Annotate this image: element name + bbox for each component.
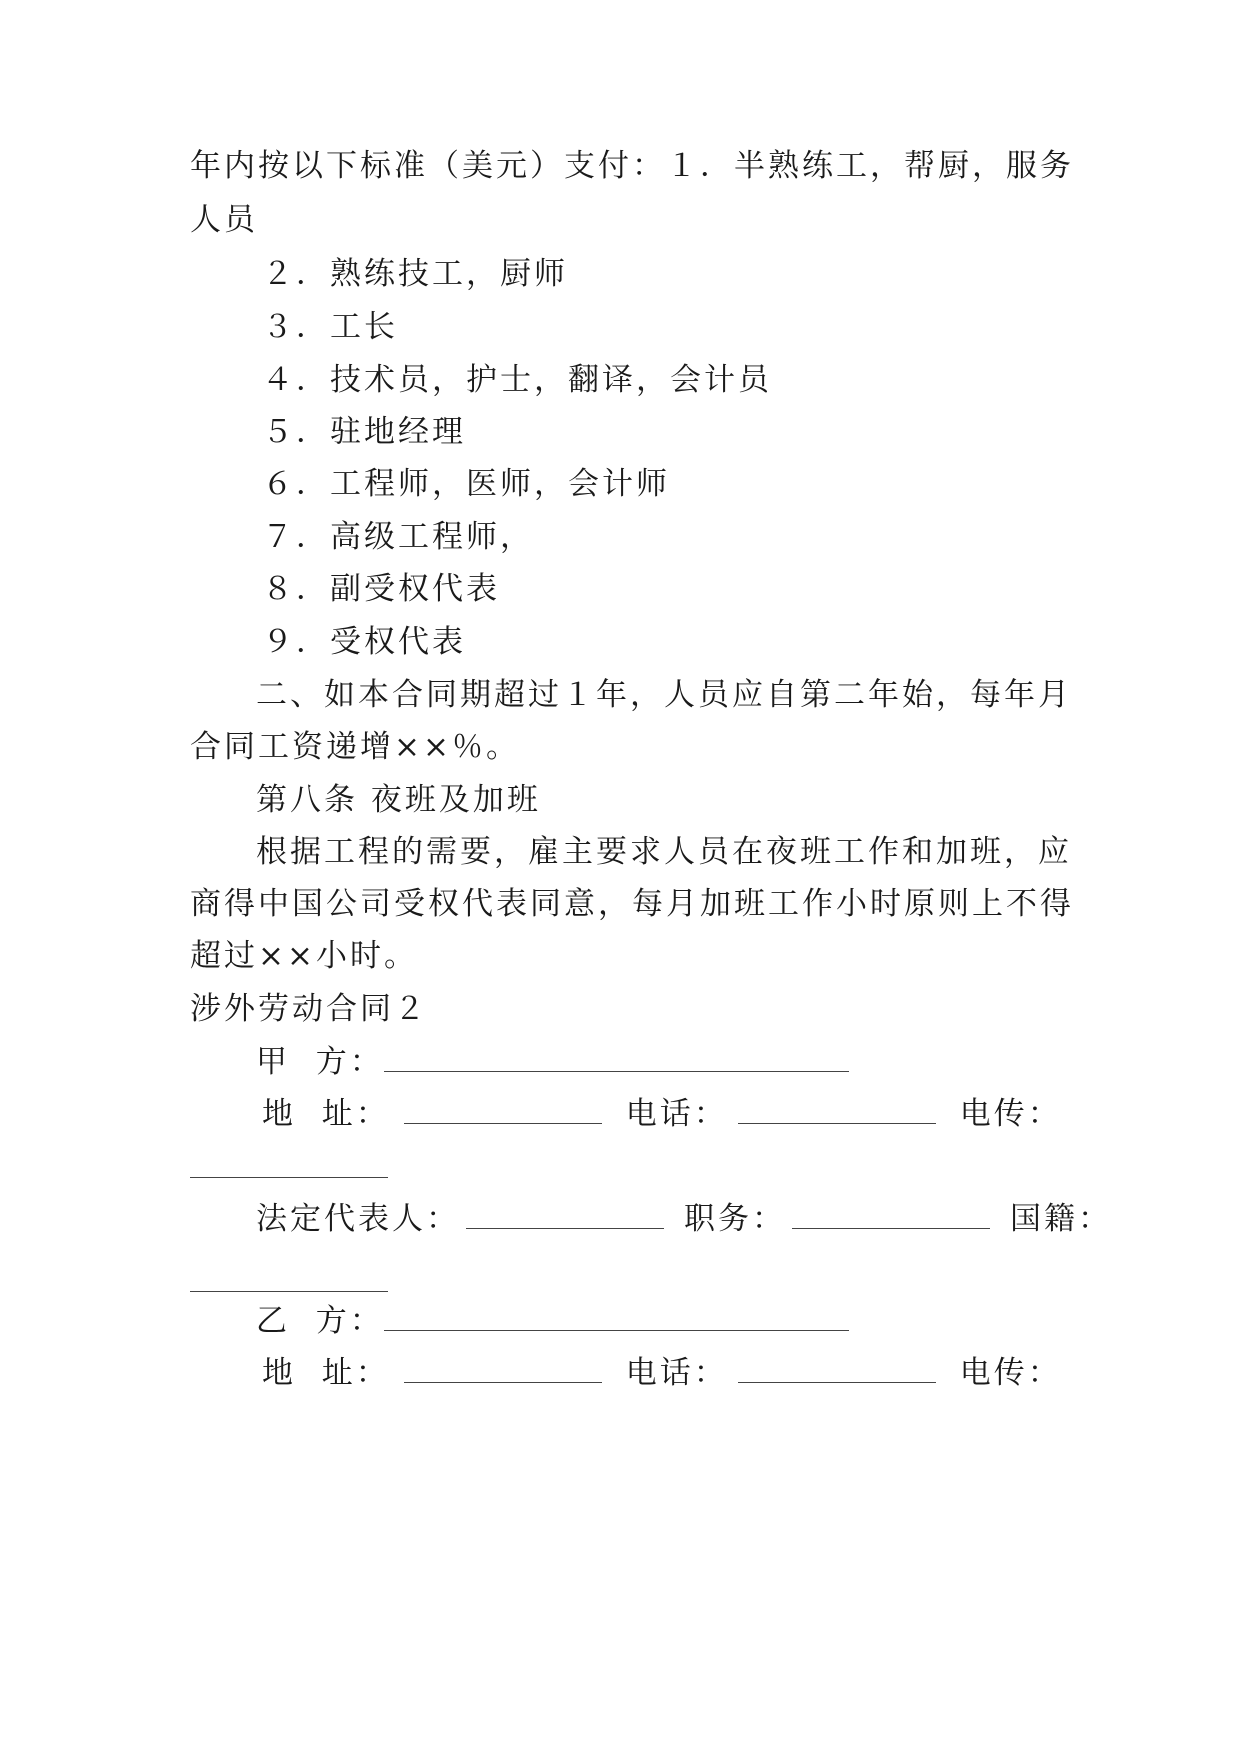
article-8-line-2: 商得中国公司受权代表同意，每月加班工作小时原则上不得 (190, 886, 1074, 922)
legal-rep-label: 法定代表人： (256, 1201, 460, 1237)
clause-2-line-1: 二、如本合同期超过１年，人员应自第二年始，每年月 (256, 677, 1072, 713)
wage-intro-line-2: 人员 (190, 202, 258, 238)
position-blank[interactable] (792, 1200, 990, 1229)
legal-rep-blank[interactable] (466, 1200, 664, 1229)
fax-blank-row (190, 1148, 388, 1188)
article-8-line-1: 根据工程的需要，雇主要求人员在夜班工作和加班，应 (256, 834, 1072, 870)
phone-blank[interactable] (738, 1095, 936, 1124)
party-b-address-row (262, 1353, 1062, 1393)
party-a-blank[interactable] (384, 1043, 849, 1072)
wage-item: ５．驻地经理 (262, 414, 466, 450)
wage-item: ８．副受权代表 (262, 571, 500, 607)
legal-rep-row (256, 1199, 1112, 1239)
phone-blank[interactable] (738, 1354, 936, 1383)
address-blank[interactable] (404, 1095, 602, 1124)
fax-label: 电传： (959, 1355, 1062, 1391)
position-label: 职务： (684, 1201, 786, 1237)
fax-blank[interactable] (190, 1149, 388, 1178)
nationality-blank[interactable] (190, 1263, 388, 1292)
wage-item: ４．技术员，护士，翻译，会计员 (262, 362, 772, 398)
nationality-blank-row (190, 1262, 388, 1302)
party-b-blank[interactable] (384, 1302, 849, 1331)
article-8-title: 第八条 夜班及加班 (256, 782, 541, 818)
nationality-label: 国籍： (1010, 1201, 1112, 1237)
party-a-address-row (262, 1094, 1062, 1134)
wage-item: ９．受权代表 (262, 624, 466, 660)
clause-2-line-2: 合同工资递增××％。 (190, 729, 520, 765)
contract-2-title: 涉外劳动合同２ (190, 991, 428, 1027)
article-8-line-3: 超过××小时。 (190, 938, 418, 974)
party-a-label: 甲 方： (256, 1044, 384, 1080)
address-blank[interactable] (404, 1354, 602, 1383)
wage-item: ３．工长 (262, 309, 398, 345)
party-b-row (256, 1301, 849, 1341)
wage-item: ２．熟练技工，厨师 (262, 256, 568, 292)
phone-label: 电话： (625, 1355, 728, 1391)
wage-item: ６．工程师，医师，会计师 (262, 466, 670, 502)
wage-item: ７．高级工程师， (262, 519, 534, 555)
address-label: 地 址： (262, 1355, 390, 1391)
phone-label: 电话： (625, 1096, 728, 1132)
wage-intro-line-1: 年内按以下标准（美元）支付：１．半熟练工，帮厨，服务 (190, 148, 1074, 184)
address-label: 地 址： (262, 1096, 390, 1132)
party-a-row (256, 1042, 849, 1082)
party-b-label: 乙 方： (256, 1303, 384, 1339)
fax-label: 电传： (959, 1096, 1062, 1132)
